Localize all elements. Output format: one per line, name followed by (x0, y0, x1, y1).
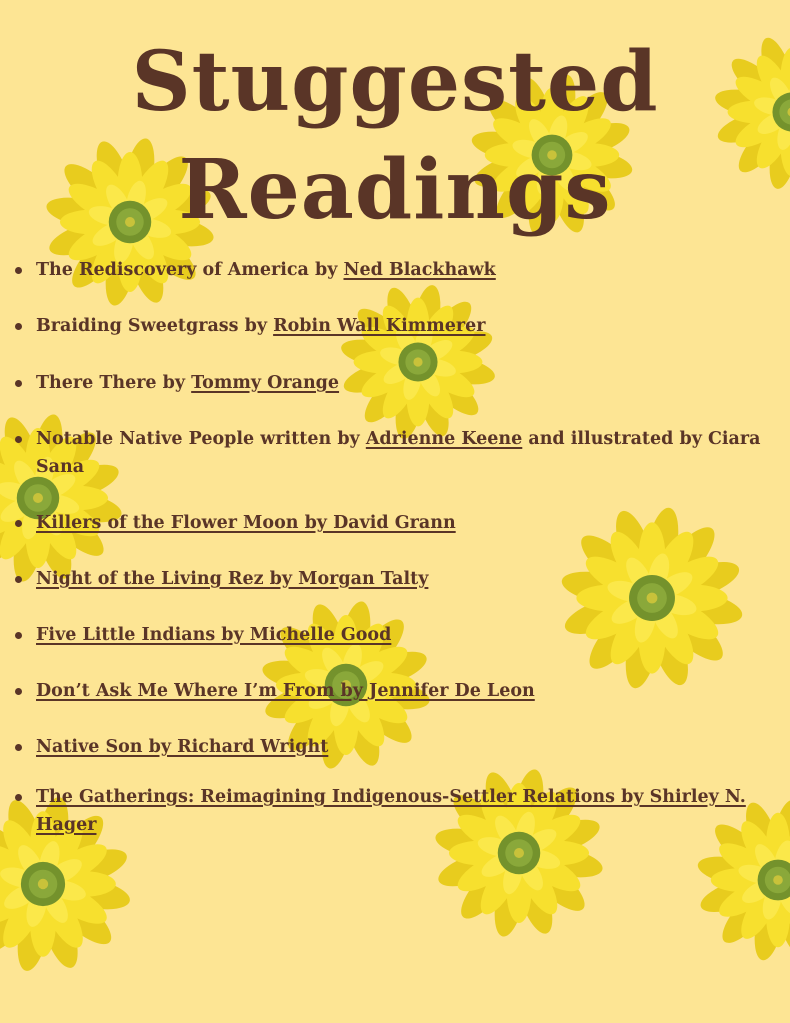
reading-link[interactable]: Five Little Indians by Michelle Good (36, 625, 392, 645)
bullet-icon (15, 576, 22, 583)
bullet-icon (15, 436, 22, 443)
reading-item (36, 369, 766, 397)
reading-link[interactable]: Killers of the Flower Moon by David Grann (36, 513, 456, 533)
page-title-line-2: Readings (178, 142, 612, 238)
reading-item (36, 677, 766, 705)
reading-text-after: and illustrated by Ciara Sana (36, 429, 761, 477)
page-title-line-1: Stuggested (131, 34, 659, 130)
reading-link[interactable]: Adrienne Keene (365, 429, 523, 449)
reading-item (36, 312, 766, 340)
reading-text: There There by (36, 373, 192, 393)
reading-item (36, 425, 766, 481)
bullet-icon (15, 380, 22, 387)
reading-item (36, 509, 766, 537)
bullet-icon (15, 794, 22, 801)
reading-link[interactable]: Don’t Ask Me Where I’m From by Jennifer De Leon (36, 681, 535, 701)
reading-link[interactable]: Night of the Living Rez by Morgan Talty (36, 569, 429, 589)
bullet-icon (15, 267, 22, 274)
reading-text: Braiding Sweetgrass by (36, 316, 274, 336)
reading-link[interactable]: Robin Wall Kimmerer (273, 316, 486, 336)
reading-item (36, 621, 766, 649)
bullet-icon (15, 688, 22, 695)
reading-text: The Rediscovery of America by (36, 260, 344, 280)
reading-item (36, 565, 766, 593)
reading-text: Notable Native People written by (36, 429, 366, 449)
bullet-icon (15, 744, 22, 751)
bullet-icon (15, 520, 22, 527)
bullet-icon (15, 323, 22, 330)
reading-item (36, 733, 766, 761)
reading-link[interactable]: Native Son by Richard Wright (36, 737, 329, 757)
reading-item (36, 783, 766, 839)
reading-link[interactable]: Ned Blackhawk (343, 260, 496, 280)
reading-link[interactable]: The Gatherings: Reimagining Indigenous-Settler Relations by Shirley N. Hager (36, 787, 746, 835)
reading-link[interactable]: Tommy Orange (191, 373, 340, 393)
reading-item (36, 256, 766, 284)
bullet-icon (15, 632, 22, 639)
